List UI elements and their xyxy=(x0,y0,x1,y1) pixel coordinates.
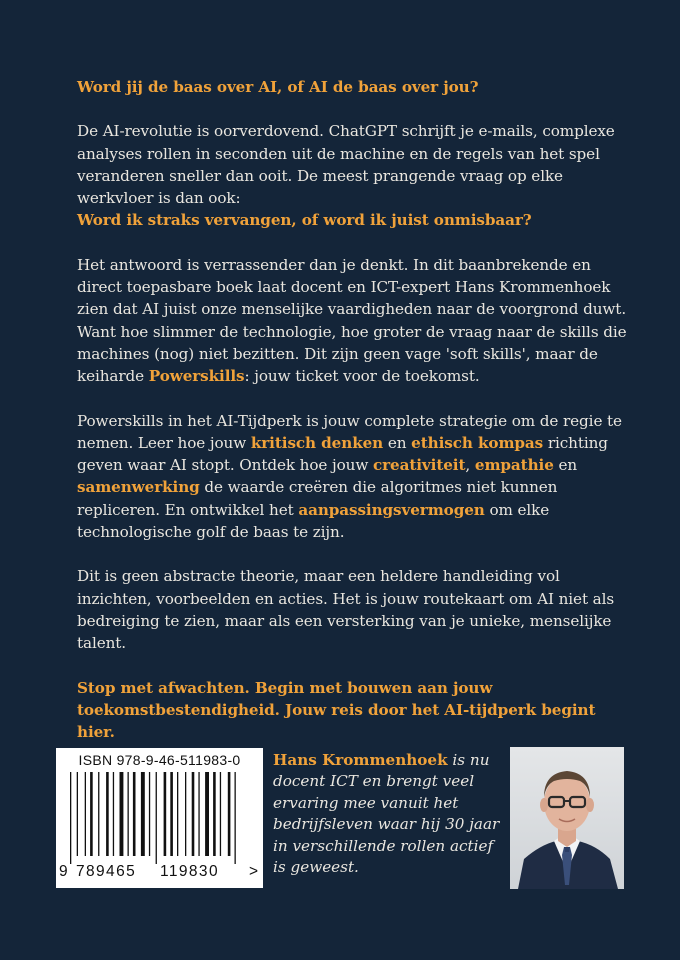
barcode-bar xyxy=(235,772,236,864)
barcode-digit-first: 9 xyxy=(59,863,70,880)
strategy-text-3: richting geven waar AI stopt. Ontdek hoe jouw xyxy=(77,433,608,475)
highlight-samenwerking: samenwerking xyxy=(77,478,200,497)
barcode-bars xyxy=(62,772,248,864)
author-bio xyxy=(273,750,505,878)
highlight-ethisch-kompas: ethisch kompas xyxy=(411,433,544,452)
barcode-bar xyxy=(205,772,209,856)
author-photo xyxy=(510,747,624,889)
barcode-bar xyxy=(85,772,86,856)
barcode-bar xyxy=(192,772,195,856)
author-bio-text: is nu docent ICT en brengt veel ervaring mee vanuit het bedrijfsleven waar hij 30 jaar in verschillende rollen actief is geweest. xyxy=(273,751,500,877)
author-portrait-illustration xyxy=(510,747,624,889)
barcode-digits-right: 119830 xyxy=(160,863,219,880)
barcode-bar xyxy=(70,772,71,864)
strategy-text-4: , xyxy=(465,456,471,475)
intro-paragraph xyxy=(77,120,632,231)
intro-question: Word ik straks vervangen, of word ik juist onmisbaar? xyxy=(77,211,532,230)
closing-statement: Stop met afwachten. Begin met bouwen aan jouw toekomstbestendigheid. Jouw reis door het AI-tijdperk begint hier. xyxy=(77,678,596,742)
barcode-quiet-mark: > xyxy=(249,863,260,880)
answer-text: Het antwoord is verrassender dan je denkt. In dit baanbrekende en direct toepasbare boek laat docent en ICT-expert Hans Krommenhoek zien dat AI juist onze menselijke vaardigheden naar de voorgrond duwt. Want hoe slimmer de technologie, hoe groter de vraag naar de skills die machines (nog) niet bezitten. Dit zijn geen vage 'soft skills', maar de keiharde xyxy=(77,255,627,386)
barcode-bar xyxy=(198,772,199,856)
blurb xyxy=(77,76,632,765)
barcode-bar xyxy=(98,772,99,856)
barcode-bar xyxy=(170,772,173,856)
answer-paragraph xyxy=(77,254,632,388)
highlight-aanpassingsvermogen: aanpassingsvermogen xyxy=(298,500,485,519)
powerskills-highlight: Powerskills xyxy=(148,367,245,386)
barcode-bar xyxy=(133,772,136,856)
barcode-bar xyxy=(113,772,114,856)
barcode-bar xyxy=(106,772,109,856)
barcode-bar xyxy=(156,772,157,864)
barcode-bar xyxy=(149,772,150,856)
theory-paragraph: Dit is geen abstracte theorie, maar een heldere handleiding vol inzichten, voorbeelden en acties. Het is jouw routekaart om AI niet als bedreiging te zien, maar als een versterking van je unieke, menselijke talent. xyxy=(77,567,615,653)
strategy-text-2: en xyxy=(387,433,407,452)
barcode-digits-left: 789465 xyxy=(76,863,137,880)
strategy-text-1: Powerskills in het AI-Tijdperk is jouw complete strategie om de regie te nemen. Leer hoe jouw xyxy=(77,411,622,452)
barcode-bar xyxy=(90,772,93,856)
strategy-paragraph xyxy=(77,410,632,544)
barcode-bar xyxy=(164,772,167,856)
barcode-bar xyxy=(220,772,221,856)
barcode-bar xyxy=(213,772,216,856)
answer-tail: : jouw ticket voor de toekomst. xyxy=(244,367,480,386)
intro-heading: Word jij de baas over AI, of AI de baas over jou? xyxy=(77,78,479,96)
intro-text: De AI-revolutie is oorverdovend. ChatGPT schrijft je e-mails, complexe analyses rollen in seconden uit de machine en de regels van het spel veranderen sneller dan ooit. De meest prangende vraag op elke werkvloer is dan ook: xyxy=(77,122,615,208)
highlight-creativiteit: creativiteit xyxy=(373,456,466,475)
barcode-bar xyxy=(185,772,186,856)
isbn-label: ISBN 978-9-46-511983-0 xyxy=(78,752,241,768)
barcode-bar xyxy=(141,772,145,856)
strategy-text-7: om elke technologische golf de baas te zijn. xyxy=(77,500,550,542)
highlight-empathie: empathie xyxy=(474,456,554,475)
barcode-bar xyxy=(128,772,129,856)
isbn-barcode xyxy=(56,748,263,888)
author-name: Hans Krommenhoek xyxy=(273,751,448,769)
strategy-text-6: de waarde creëren die algoritmes niet kunnen repliceren. En ontwikkel het xyxy=(77,478,558,519)
barcode-bar xyxy=(77,772,78,856)
strategy-text-5: en xyxy=(558,456,578,475)
barcode-bar xyxy=(120,772,124,856)
highlight-kritisch-denken: kritisch denken xyxy=(250,433,384,452)
barcode-bar xyxy=(177,772,178,856)
barcode-bar xyxy=(228,772,231,856)
